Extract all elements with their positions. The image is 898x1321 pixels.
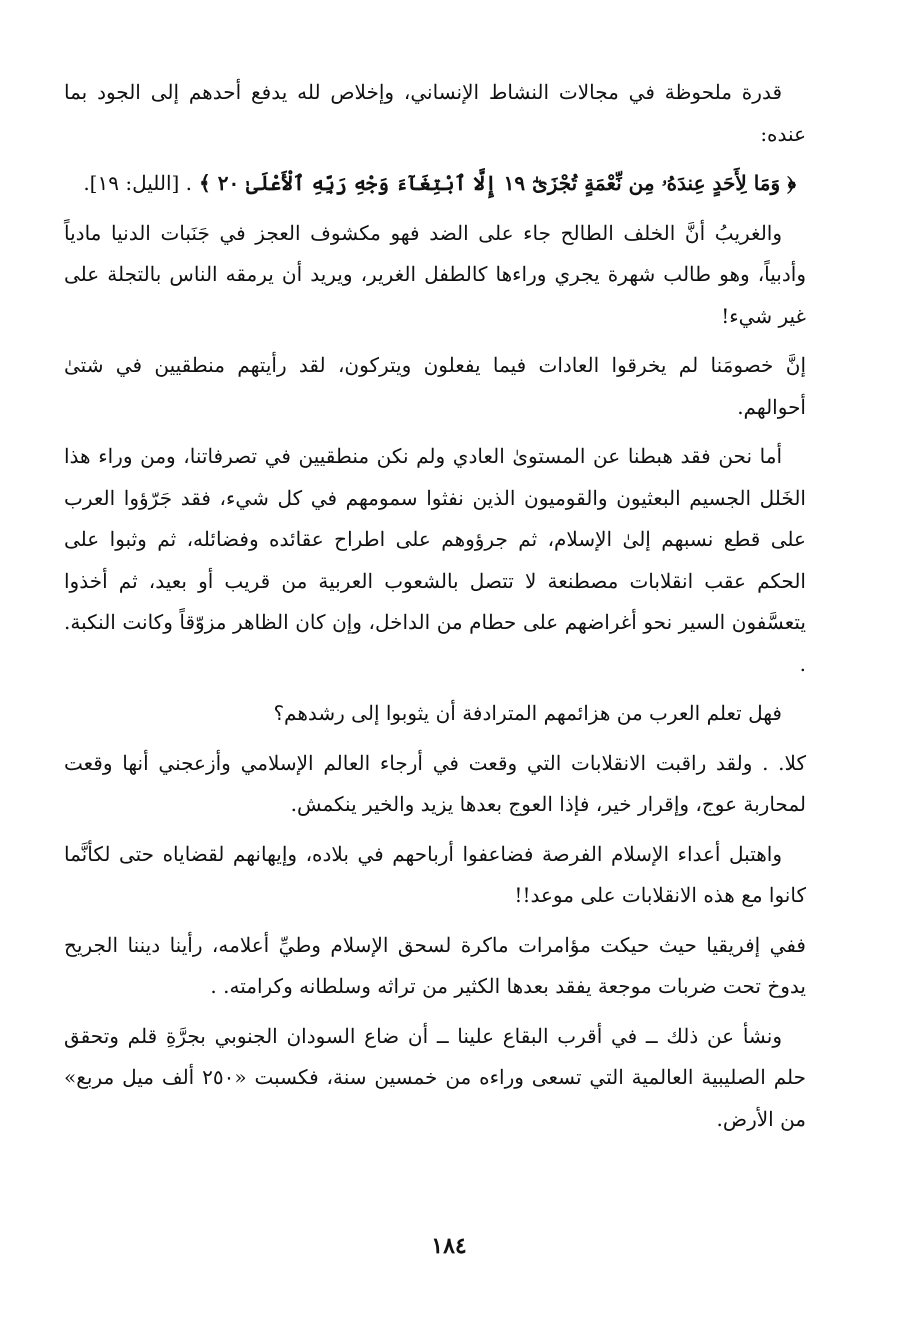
page-body [64, 72, 806, 1148]
quran-verse-block [64, 163, 806, 205]
paragraph-5: فهل تعلم العرب من هزائمهم المترادفة أن يثوبوا إلى رشدهم؟ [273, 701, 782, 725]
page-number: ١٨٤ [431, 1233, 467, 1259]
paragraph-3: إنَّ خصومَنا لم يخرقوا العادات فيما يفعلون ويتركون، لقد رأيتهم منطقيين في شتىٰ أحوالهم. [64, 353, 806, 419]
paragraph-7: واهتبل أعداء الإسلام الفرصة فضاعفوا أرباحهم في بلاده، وإيهانهم لقضاياه حتى لكأنَّما كانوا مع هذه الانقلابات على موعد!! [64, 841, 806, 907]
paragraph-1: قدرة ملحوظة في مجالات النشاط الإنساني، وإخلاص لله يدفع أحدهم إلى الجود بما عنده: [64, 80, 806, 146]
paragraph-6: كلا. . ولقد راقبت الانقلابات التي وقعت في أرجاء العالم الإسلامي وأزعجني أنها وقعت لمحاربة عوج، وإقرار خير، فإذا العوج بعدها يزيد والخير ينكمش. [64, 750, 806, 816]
paragraph-8: ففي إفريقيا حيث حيكت مؤامرات ماكرة لسحق الإسلام وطيِّ أعلامه، رأينا ديننا الجريح يدوخ تحت ضربات موجعة يفقد بعدها الكثير من تراثه وسلطانه وكرامته. . [64, 932, 806, 998]
paragraph-2: والغريبُ أنَّ الخلف الطالح جاء على الضد فهو مكشوف العجز في جَنَبات الدنيا مادياً وأدبياً، وهو طالب شهرة يجري وراءها كالطفل الغرير، ويريد أن يرمقه الناس بالتجلة على غير شيء! [64, 220, 806, 328]
paragraph-4: أما نحن فقد هبطنا عن المستوىٰ العادي ولم نكن منطقيين في تصرفاتنا، ومن وراء هذا الخَلل الجسيم البعثيون والقوميون الذين نفثوا سمومهم في كل شيء، فقد جَرّؤوا العرب على قطع نسبهم إلىٰ الإسلام، ثم جرؤوهم على اطراح عقائده وفضائله، ثم وثبوا على الحكم عقب انقلابات مصطنعة لا تتصل بالشعوب العربية من قريب أو بعيد، ثم أخذوا يتعسَّفون السير نحو أغراضهم على حطام من الداخل، وإن كان الظاهر مزوّقاً وكانت النكبة. . [64, 444, 806, 676]
quran-verse-reference: . [الليل: ١٩]. [83, 171, 193, 195]
paragraph-9: ونشأ عن ذلك ــ في أقرب البقاع علينا ــ أن ضاع السودان الجنوبي بجرَّةِ قلم وتحقق حلم الصليبية العالمية التي تسعى وراءه من خمسين سنة، فكسبت «٢٥٠ ألف ميل مربع» من الأرض. [64, 1023, 807, 1131]
quran-verse-text: ﴿ وَمَا لِأَحَدٍ عِندَهُۥ مِن نِّعْمَةٍ تُجْزَىٰٓ ١٩ إِلَّا ٱبْتِغَآءَ وَجْهِ رَبِّهِ ٱلْأَعْلَىٰ ٢٠ ﴾ [199, 171, 796, 195]
